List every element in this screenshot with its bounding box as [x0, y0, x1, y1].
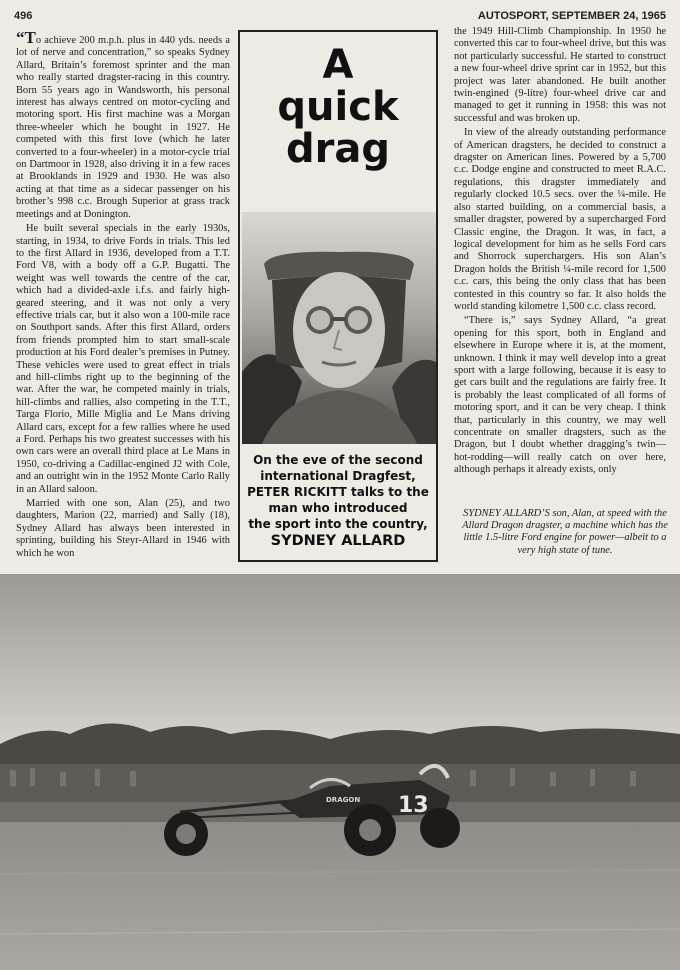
headline-line: A — [322, 42, 354, 88]
feature-box — [238, 30, 438, 562]
publication-line: AUTOSPORT, SEPTEMBER 24, 1965 — [477, 10, 666, 22]
page-number: 496 — [14, 10, 33, 22]
headline — [240, 44, 436, 170]
standfirst-line: the sport into the country, — [248, 517, 428, 531]
article-paragraph: the 1949 Hill-Climb Championship. In 1950 he converted this car to four-wheel drive, but this was not particularly successful. He started to construct a new four-wheel drive sprint car in 1952, but this project was later abandoned. He built another twin-engined (9-litre) four-wheel drive car and managed to get it running in 1958: this was not successful and was broken up. — [454, 26, 666, 124]
standfirst-line: PETER RICKITT talks to the — [247, 485, 429, 499]
standfirst — [244, 452, 432, 549]
article-paragraph: “To achieve 200 m.p.h. plus in 440 yds. needs a lot of nerve and concentration,” so speaks Sydney Allard, Britain’s foremost sprinter and the man who really started dragster-racing in this country. Born 55 years ago in Wandsworth, his personal interest has always centred on motor-cycling and motoring sport. His first machine was a Morgan three-wheeler which he bought in 1927. He competed with this first love (which he later converted to a four-wheeler) in a motor-cycle trial on Dartmoor in 1928, also driving it in a few races at Brooklands in 1929 and 1930. He was also acting at that time as a sidecar passenger on his brother’s 998 c.c. Brough Superior at grass track meetings and at Donington. — [16, 32, 230, 221]
standfirst-line: international Dragfest, — [260, 469, 416, 483]
subject-name: SYDNEY ALLARD — [270, 533, 406, 549]
article-column-left — [16, 32, 230, 558]
car-name-lettering: DRAGON — [326, 796, 361, 804]
standfirst-line: man who introduced — [268, 501, 408, 515]
car-number: 13 — [398, 793, 429, 818]
article-paragraph: “There is,” says Sydney Allard, “a great opening for this sport, both in England and elsewhere in Europe where it is, at the moment, unknown. I think it may well develop into a great sport with a large following, because it is easy to get cars built and the regulations are fairly free. It is probably the least complicated of all forms of motoring sport, and it can be very cheap. I think that, particularly in this country, we may well concentrate on smaller dragsters, such as the Dragon, but I doubt whether dragging’s twin—hot-rodding—will really catch on over here, although perhaps it already exists, only — [454, 315, 666, 476]
photo-caption: SYDNEY ALLARD’S son, Alan, at speed with the Allard Dragon dragster, a machine which has the little 1.5-litre Ford engine for power—albeit to a very high state of tune. — [462, 508, 668, 556]
drop-cap: “T — [16, 32, 36, 47]
portrait-illustration — [242, 212, 436, 444]
headline-line: quick — [277, 84, 399, 130]
article-paragraph: He built several specials in the early 1930s, starting, in 1934, to drive Fords in trials. This led to the first Allard in 1936, developed from a T.T. Ford V8, with a body off a G.P. Bugatti. The weight was well towards the centre of the car, which had a divided-axle i.f.s. and fairly high-geared steering, and it was not only a very effective trials car, but it also won a 100-mile race on Southport sands. After this first Allard, orders from friends prompted him to start small-scale production at his Ford dealer’s premises in Putney. These vehicles were used to great effect in trials and hill-climbs right up to the beginning of the war. After the war, he competed mainly in trials, hill-climbs and rallies, also competing in the T.T., Targa Florio, Mille Miglia and Le Mans driving Allard cars, except for a few rallies where he used a Ford. Perhaps his two greatest successes with his own cars were an overall third place at Le Mans in 1950, co-driving a Cadillac-engined J2 with Cole, and an outright win in the 1952 Monte Carlo Rally in an Allard saloon. — [16, 223, 230, 495]
dragster-illustration — [0, 574, 680, 970]
headline-line: drag — [286, 126, 390, 172]
article-column-right — [454, 26, 666, 499]
standfirst-line: On the eve of the second — [253, 453, 423, 467]
portrait-photo — [242, 212, 436, 444]
article-paragraph: In view of the already outstanding performance of American dragsters, he decided to construct a dragster on American lines. Powered by a 5,700 c.c. Dodge engine and constructed to meet R.A.C. regulations, this dragster immediately and regularly clocked 10.5 secs. over the ¼-mile. He also started building, on a commercial basis, a smaller dragster, powered by a supercharged Ford Classic engine, the Dragon. It was, in fact, a logical development for him as he sells Ford cars and Shorrock superchargers. His son Alan’s Dragon holds the British ¼-mile record for 1,500 c.c. cars, this being the only class that has been contested in this country so far. It also holds the world standing kilometre 1,500 c.c. class record. — [454, 127, 666, 312]
dragster-photo — [0, 574, 680, 970]
article-paragraph: Married with one son, Alan (25), and two daughters, Marion (22, married) and Sally (18), Sydney Allard has always been interested in sprinting, building his Steyr-Allard in 1946 with which he won — [16, 498, 230, 558]
